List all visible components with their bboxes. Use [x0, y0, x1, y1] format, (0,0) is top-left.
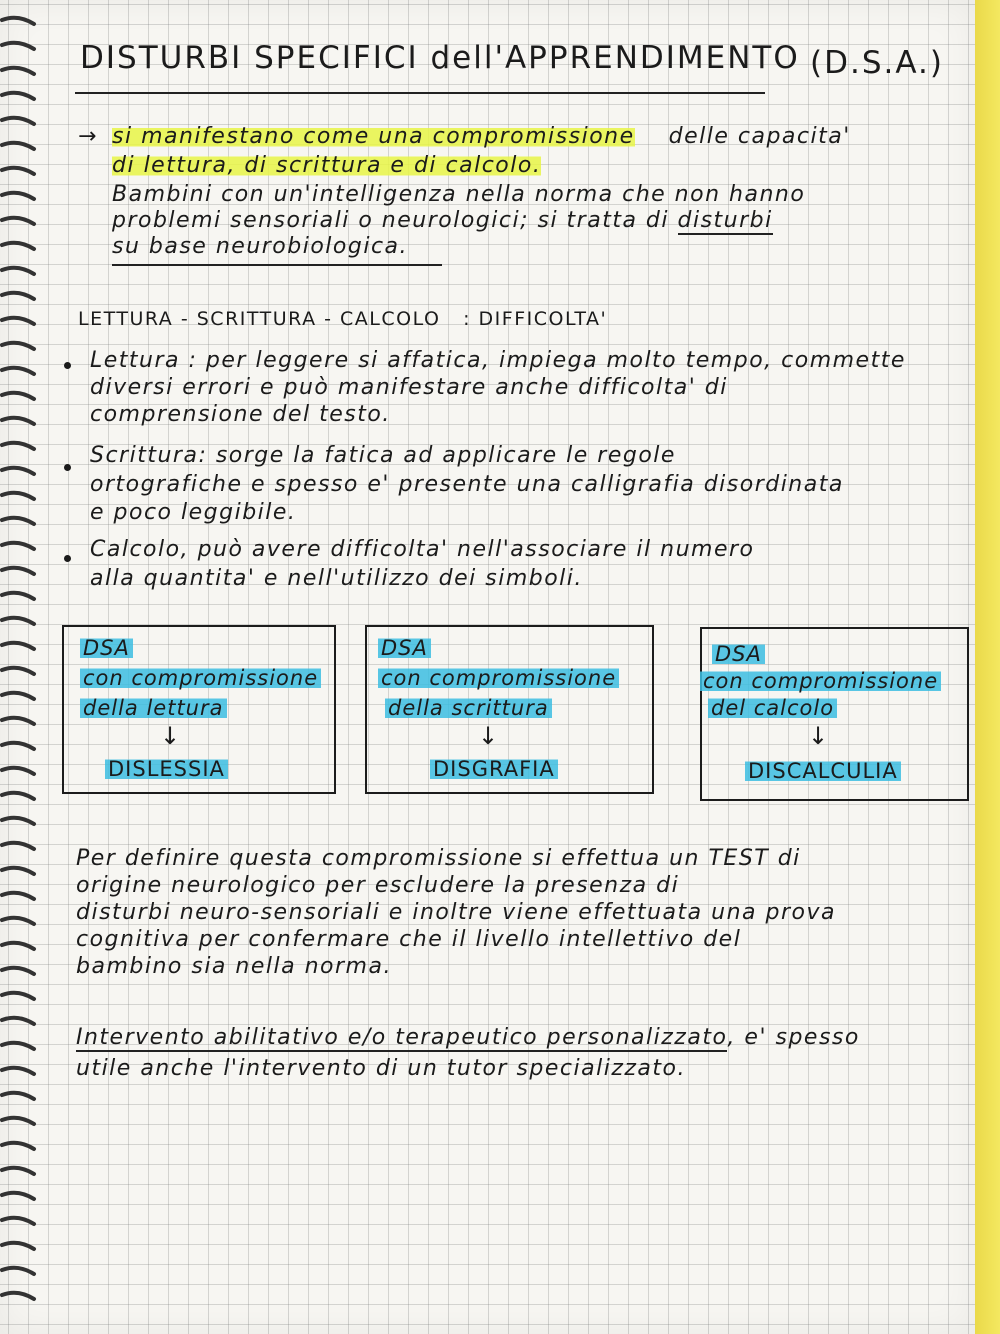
intro-line-2 — [112, 153, 541, 178]
spiral-ring — [2, 918, 34, 924]
spiral-ring — [2, 768, 34, 774]
spiral-ring — [2, 1168, 34, 1174]
intervention-rest: , e' spesso — [727, 1025, 860, 1050]
scrittura-line-1: Scrittura: sorge la fatica ad applicare le regole — [90, 443, 676, 468]
yellow-page-edge — [975, 0, 1000, 1334]
intro-highlight-1: si manifestano come una compromissione — [112, 124, 635, 149]
spiral-ring — [2, 293, 34, 299]
definition-line-1: Per definire questa compromissione si effettua un TEST di — [76, 846, 801, 871]
spiral-ring — [2, 1118, 34, 1124]
definition-line-5: bambino sia nella norma. — [76, 954, 392, 979]
spiral-ring — [2, 368, 34, 374]
spiral-ring — [2, 168, 34, 174]
spiral-ring — [2, 618, 34, 624]
spiral-ring — [2, 893, 34, 899]
bullet-dot — [64, 555, 71, 562]
intro-line-4-text: problemi sensoriali o neurologici; si tratta di — [112, 208, 670, 233]
spiral-binding — [0, 0, 42, 1334]
box-1-line-3: della lettura — [80, 696, 227, 720]
intervention-line-1 — [76, 1025, 860, 1050]
spiral-ring — [2, 593, 34, 599]
spiral-ring — [2, 968, 34, 974]
spiral-ring — [2, 1218, 34, 1224]
spiral-ring — [2, 568, 34, 574]
box-2-dsa: DSA — [378, 636, 431, 660]
down-arrow-icon: ↓ — [808, 722, 829, 750]
spiral-ring — [2, 1268, 34, 1274]
intro-line-1 — [112, 124, 851, 149]
definition-line-3: disturbi neuro-sensoriali e inoltre viene effettuata una prova — [76, 900, 836, 925]
spiral-ring — [2, 1193, 34, 1199]
spiral-ring — [2, 1293, 34, 1299]
spiral-ring — [2, 143, 34, 149]
spiral-ring — [2, 418, 34, 424]
spiral-ring — [2, 1068, 34, 1074]
definition-line-4: cognitiva per confermare che il livello intellettivo del — [76, 927, 742, 952]
scrittura-line-3: e poco leggibile. — [90, 500, 297, 525]
intro-highlight-2: di lettura, di scrittura e di calcolo. — [112, 153, 542, 178]
spiral-ring — [2, 693, 34, 699]
box-2-result: DISGRAFIA — [430, 757, 558, 781]
spiral-ring — [2, 443, 34, 449]
lettura-line-3: comprensione del testo. — [90, 402, 391, 427]
box-1-dsa: DSA — [80, 636, 133, 660]
box-2-line-3: della scrittura — [385, 696, 552, 720]
spiral-ring — [2, 18, 34, 24]
spiral-ring — [2, 493, 34, 499]
spiral-ring — [2, 818, 34, 824]
spiral-ring — [2, 643, 34, 649]
intro-disturbi: disturbi — [677, 208, 773, 233]
difficulties-heading-a: LETTURA - SCRITTURA - CALCOLO — [78, 308, 441, 330]
spiral-ring — [2, 1043, 34, 1049]
box-3-result: DISCALCULIA — [745, 759, 901, 783]
spiral-ring — [2, 993, 34, 999]
bullet-dot — [64, 464, 71, 471]
definition-line-2: origine neurologico per escludere la presenza di — [76, 873, 680, 898]
spiral-ring — [2, 543, 34, 549]
spiral-ring — [2, 1143, 34, 1149]
spiral-ring — [2, 1243, 34, 1249]
spiral-ring — [2, 743, 34, 749]
spiral-ring — [2, 268, 34, 274]
spiral-ring — [2, 668, 34, 674]
spiral-ring — [2, 243, 34, 249]
box-3-line-2: con compromissione — [700, 669, 941, 693]
intervention-underlined: Intervento abilitativo e/o terapeutico personalizzato — [76, 1025, 728, 1050]
down-arrow-icon: ↓ — [478, 722, 499, 750]
spiral-ring — [2, 68, 34, 74]
intro-line-3: Bambini con un'intelligenza nella norma che non hanno — [112, 182, 806, 207]
spiral-ring — [2, 1093, 34, 1099]
bullet-dot — [64, 362, 71, 369]
intro-line-1-rest: delle capacita' — [668, 124, 851, 149]
intro-line-4 — [112, 208, 773, 233]
spiral-ring — [2, 343, 34, 349]
spiral-ring — [2, 943, 34, 949]
spiral-ring — [2, 518, 34, 524]
calcolo-line-1: Calcolo, può avere difficolta' nell'associare il numero — [90, 537, 755, 562]
title-abbreviation: (D.S.A.) — [810, 45, 944, 81]
intervention-line-2: utile anche l'intervento di un tutor specializzato. — [76, 1056, 686, 1081]
difficulties-heading — [78, 308, 607, 330]
spiral-ring — [2, 1018, 34, 1024]
intro-line-5: su base neurobiologica. — [112, 234, 409, 259]
spiral-ring — [2, 843, 34, 849]
spiral-ring — [2, 393, 34, 399]
box-3-dsa: DSA — [712, 642, 765, 666]
box-3-line-3: del calcolo — [708, 696, 837, 720]
intro-underline — [112, 264, 442, 266]
lettura-line-1: Lettura : per leggere si affatica, impiega molto tempo, commette — [90, 348, 906, 373]
spiral-ring — [2, 318, 34, 324]
spiral-ring — [2, 43, 34, 49]
title-underline — [75, 92, 765, 94]
lettura-line-2: diversi errori e può manifestare anche difficolta' di — [90, 375, 728, 400]
arrow-icon: → — [78, 124, 98, 149]
box-1-result: DISLESSIA — [105, 757, 228, 781]
spiral-ring — [2, 118, 34, 124]
spiral-ring — [2, 193, 34, 199]
spiral-ring — [2, 93, 34, 99]
spiral-ring — [2, 793, 34, 799]
spiral-ring — [2, 868, 34, 874]
difficulties-heading-b: : DIFFICOLTA' — [463, 308, 608, 330]
spiral-ring — [2, 218, 34, 224]
calcolo-line-2: alla quantita' e nell'utilizzo dei simboli. — [90, 566, 583, 591]
spiral-ring — [2, 718, 34, 724]
down-arrow-icon: ↓ — [160, 722, 181, 750]
box-1-line-2: con compromissione — [80, 666, 321, 690]
scrittura-line-2: ortografiche e spesso e' presente una calligrafia disordinata — [90, 472, 844, 497]
box-2-line-2: con compromissione — [378, 666, 619, 690]
page-title: DISTURBI SPECIFICI dell'APPRENDIMENTO — [80, 40, 800, 76]
spiral-ring — [2, 468, 34, 474]
